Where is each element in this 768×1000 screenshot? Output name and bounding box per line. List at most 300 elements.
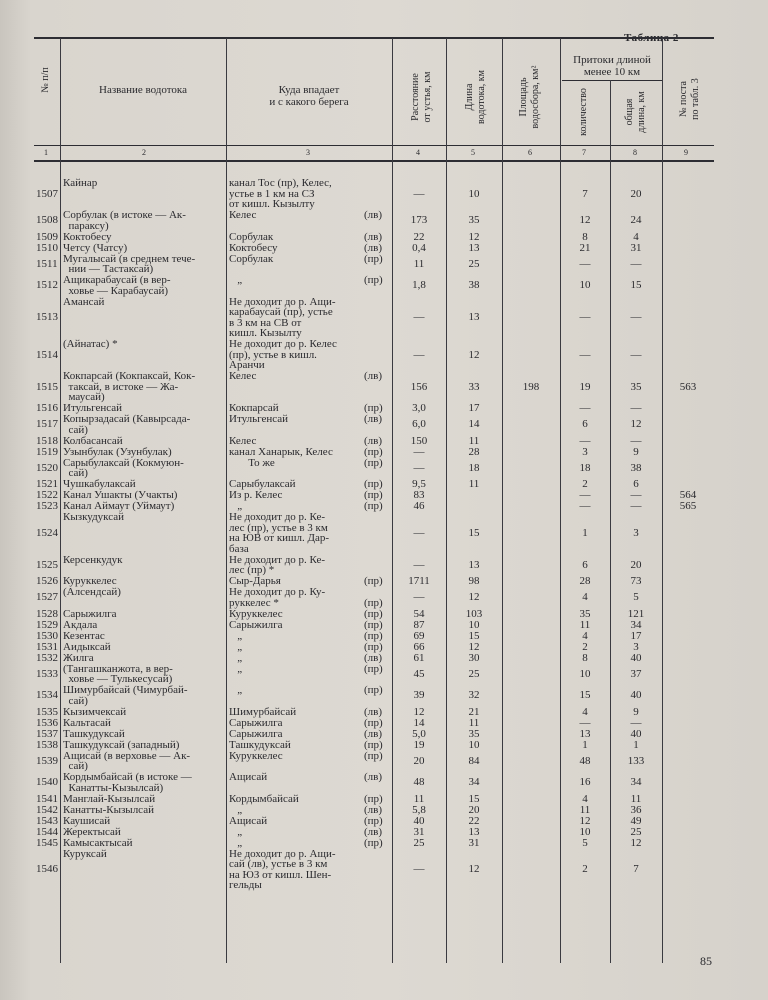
bank-side: (пр) <box>364 252 383 265</box>
bank-side: (лв) <box>364 727 383 740</box>
value-len: 25 <box>468 257 480 270</box>
bank-side: (пр) <box>364 684 383 696</box>
value-dist: 40 <box>413 814 425 827</box>
value-cnt: 4 <box>582 705 588 718</box>
river-name: Коктобесу <box>63 230 112 243</box>
value-len: 84 <box>468 754 480 767</box>
mouth-into: Из р. Келес <box>229 489 283 501</box>
value-len: 13 <box>468 825 480 838</box>
value-cnt: 8 <box>582 651 588 664</box>
header-group-line1: Притоки длиной <box>573 54 651 66</box>
bank-side: (лв) <box>364 434 383 447</box>
row-number: 1507 <box>36 187 58 200</box>
col-line-4 <box>446 38 447 963</box>
river-name: Ташкудуксай <box>63 727 125 740</box>
bank-side: (лв) <box>364 209 383 221</box>
value-len: 15 <box>468 792 480 805</box>
value-dist: 150 <box>410 434 428 447</box>
value-tot: 1 <box>633 738 639 751</box>
value-len: 18 <box>468 461 480 474</box>
value-dist: — <box>413 863 425 876</box>
bank-side: (пр) <box>364 738 383 751</box>
row-number: 1546 <box>36 863 58 876</box>
value-len: 12 <box>468 640 480 653</box>
row-number: 1513 <box>36 311 58 324</box>
mouth-into: Кокпарсай <box>229 402 279 414</box>
mouth-into: Сыр-Дарья <box>229 575 281 587</box>
river-name: Итульгенсай <box>63 402 123 414</box>
bank-side: (лв) <box>364 705 383 718</box>
column-number-9: 9 <box>684 148 688 157</box>
row-number: 1541 <box>36 792 58 805</box>
bank-side: (пр) <box>364 489 383 501</box>
value-dist: 25 <box>413 836 425 849</box>
river-name: Узынбулак (Узунбулак) <box>63 445 172 458</box>
page-number: 85 <box>700 954 712 968</box>
value-tot: 20 <box>630 558 642 571</box>
value-len: 31 <box>468 836 480 849</box>
value-tot: — <box>630 716 642 729</box>
value-cnt: — <box>579 716 591 729</box>
value-len: 21 <box>468 705 480 718</box>
bank-side: (пр) <box>364 640 383 653</box>
header-top-rule <box>34 37 714 39</box>
river-name: (Тангашканжота, в вер- ховье — Тулькесусай) <box>63 662 173 685</box>
river-name: Сарыжилга <box>63 607 117 620</box>
bank-side: (лв) <box>364 803 383 816</box>
value-tot: 40 <box>630 651 642 664</box>
header-col5-line2: водотока, км <box>476 70 487 124</box>
value-tot: 6 <box>633 478 639 490</box>
value-dist: 39 <box>413 689 425 702</box>
value-len: 22 <box>468 814 480 827</box>
river-name: Кайнар <box>63 177 98 189</box>
row-number: 1523 <box>36 500 58 512</box>
river-name: Сорбулак (в истоке — Ак- параксу) <box>63 209 186 232</box>
row-number: 1519 <box>36 445 58 458</box>
value-dist: — <box>413 348 425 361</box>
column-number-1: 1 <box>44 148 48 157</box>
bank-side: (пр) <box>364 478 383 490</box>
value-cnt: — <box>579 489 591 501</box>
value-cnt: — <box>579 348 591 361</box>
value-len: 32 <box>468 689 480 702</box>
header-col-numbers-rule <box>34 145 714 146</box>
value-len: 12 <box>468 348 480 361</box>
river-name: Сарыбулаксай (Кокмуюн- сай) <box>63 456 184 479</box>
value-len: 11 <box>468 716 480 729</box>
mouth-into: Ащисай <box>229 814 268 827</box>
col-line-8 <box>662 38 663 963</box>
value-dist: 1711 <box>408 575 430 587</box>
bank-side: (лв) <box>364 230 383 243</box>
river-name: Копырзадасай (Кавырсада- сай) <box>63 413 191 436</box>
river-name: Кызимчексай <box>63 705 127 718</box>
value-len: 25 <box>468 667 480 680</box>
value-area: 198 <box>522 380 540 393</box>
bank-side: (пр) <box>364 575 383 587</box>
river-name: Мугалысай (в среднем тече- нии — Тастаксай) <box>63 252 196 275</box>
column-number-7: 7 <box>582 148 586 157</box>
row-number: 1531 <box>36 640 58 653</box>
value-dist: 45 <box>413 667 425 680</box>
row-number: 1530 <box>36 629 58 642</box>
river-name: Кордымбайсай (в истоке — Канатты-Кызылсай) <box>63 771 192 794</box>
value-dist: 9,5 <box>412 478 426 490</box>
bank-side: (пр) <box>364 836 383 849</box>
header-col4-line2: от устья, км <box>422 71 433 123</box>
value-tot: 40 <box>630 727 642 740</box>
value-tot: — <box>630 402 642 414</box>
mouth-into: Келес <box>229 434 257 447</box>
value-dist: 31 <box>413 825 425 838</box>
value-dist: 20 <box>413 754 425 767</box>
value-tot: 7 <box>633 863 639 876</box>
value-len: 10 <box>468 618 480 631</box>
mouth-into: Итульгенсай <box>229 413 289 425</box>
river-name: Кезентас <box>63 629 105 642</box>
bank-side: (пр) <box>364 814 383 827</box>
bank-side: (лв) <box>364 651 383 664</box>
value-len: 13 <box>468 241 480 254</box>
mouth-into: Не доходит до р. Ке- лес (пр) * <box>229 553 326 576</box>
mouth-into: „ <box>229 684 243 696</box>
river-name: Каушисай <box>63 814 111 827</box>
value-cnt: 48 <box>579 754 591 767</box>
value-len: 12 <box>468 230 480 243</box>
row-number: 1516 <box>36 402 58 414</box>
mouth-into: То же <box>229 456 275 469</box>
value-dist: 3,0 <box>412 402 426 414</box>
column-number-4: 4 <box>416 148 420 157</box>
value-dist: 48 <box>413 776 425 789</box>
value-dist: 61 <box>413 651 425 664</box>
value-tot: 25 <box>630 825 642 838</box>
bank-side: (пр) <box>364 716 383 729</box>
value-tot: 49 <box>630 814 642 827</box>
bank-side: (пр) <box>364 456 383 469</box>
row-number: 1514 <box>36 348 58 361</box>
value-len: 103 <box>465 607 483 620</box>
river-name: Канатты-Кызылсай <box>63 803 154 816</box>
value-tot: 4 <box>633 230 639 243</box>
river-name: (Айнатас) * <box>63 338 118 350</box>
river-name: Жилга <box>63 651 94 664</box>
bank-side: (пр) <box>364 749 383 762</box>
value-tot: — <box>630 257 642 270</box>
value-cnt: — <box>579 257 591 270</box>
row-number: 1535 <box>36 705 58 718</box>
value-tot: 9 <box>633 705 639 718</box>
col-line-2 <box>226 38 227 963</box>
value-dist: 87 <box>413 618 425 631</box>
value-dist: 0,4 <box>412 241 426 254</box>
header-col7: количество <box>578 88 589 136</box>
row-number: 1532 <box>36 651 58 664</box>
value-dist: — <box>413 461 425 474</box>
value-len: 12 <box>468 863 480 876</box>
river-name: Колбасансай <box>63 434 123 447</box>
row-number: 1524 <box>36 526 58 539</box>
value-tot: 12 <box>630 418 642 431</box>
value-cnt: 6 <box>582 558 588 571</box>
value-dist: — <box>413 526 425 539</box>
river-name: Керсенкудук <box>63 553 123 566</box>
row-number: 1542 <box>36 803 58 816</box>
mouth-into: Куруккелес <box>229 749 283 762</box>
header-col9-line2: по табл. 3 <box>690 78 701 120</box>
row-number: 1526 <box>36 575 58 587</box>
value-tot: 5 <box>633 591 639 604</box>
value-cnt: 35 <box>579 607 591 620</box>
row-number: 1545 <box>36 836 58 849</box>
value-dist: — <box>413 591 425 604</box>
value-tot: 133 <box>627 754 645 767</box>
col-line-5 <box>502 38 503 963</box>
value-len: 13 <box>468 311 480 324</box>
value-dist: 11 <box>413 792 425 805</box>
row-number: 1543 <box>36 814 58 827</box>
value-len: 10 <box>468 187 480 200</box>
bank-side: (пр) <box>364 274 383 286</box>
mouth-into: канал Тос (пр), Келес, устье в 1 км на СЗ от кишл. Кызылту <box>229 177 332 210</box>
value-cnt: 15 <box>579 689 591 702</box>
mouth-into: Не доходит до р. Ащи- сай (лв), устье в 3 км на ЮЗ от кишл. Шен- гельды <box>229 847 336 891</box>
value-cnt: 4 <box>582 792 588 805</box>
river-name: Куруккелес <box>63 575 117 587</box>
value-tot: 36 <box>630 803 642 816</box>
header-col6-line2: водосбора, км² <box>530 65 541 129</box>
col-line-7 <box>610 80 611 963</box>
value-dist: 69 <box>413 629 425 642</box>
value-cnt: 11 <box>579 618 591 631</box>
mouth-into: „ <box>229 651 243 664</box>
river-name: Жеректысай <box>63 825 121 838</box>
col-line-6 <box>560 38 561 963</box>
value-dist: 54 <box>413 607 425 620</box>
column-number-5: 5 <box>471 148 475 157</box>
mouth-into: Ащисай <box>229 771 268 783</box>
value-dist: 19 <box>413 738 425 751</box>
bank-side: (пр) <box>364 445 383 458</box>
value-len: 33 <box>468 380 480 393</box>
header-col8-line1: общая <box>624 98 635 126</box>
header-bottom-rule <box>34 160 714 162</box>
value-tot: 34 <box>630 776 642 789</box>
value-dist: 83 <box>413 489 425 501</box>
value-tot: 38 <box>630 461 642 474</box>
river-name: Ащикарабаусай (в вер- ховье — Карабаусай) <box>63 274 171 297</box>
row-number: 1529 <box>36 618 58 631</box>
river-name: Акдала <box>63 618 98 631</box>
value-dist: — <box>413 445 425 458</box>
value-cnt: 10 <box>579 279 591 292</box>
row-number: 1533 <box>36 667 58 680</box>
row-number: 1539 <box>36 754 58 767</box>
river-name: Куруксай <box>63 847 107 860</box>
value-cnt: 3 <box>582 445 588 458</box>
value-post: 565 <box>679 500 697 512</box>
mouth-into: Сарыжилга <box>229 716 283 729</box>
bank-side: (пр) <box>364 402 383 414</box>
bank-side: (лв) <box>364 370 383 382</box>
mouth-into: Не доходит до р. Ку- руккелес * <box>229 586 326 609</box>
river-name: Кокпарсай (Кокпаксай, Кок- таксай, в истоке — Жа- маусай) <box>63 370 196 403</box>
value-dist: 6,0 <box>412 418 426 431</box>
value-cnt: 12 <box>579 814 591 827</box>
value-tot: 121 <box>627 607 645 620</box>
value-len: 14 <box>468 418 480 431</box>
value-tot: 34 <box>630 618 642 631</box>
river-name: Ащисай (в верховье — Ак- сай) <box>63 749 191 772</box>
value-cnt: — <box>579 402 591 414</box>
bank-side: (пр) <box>364 500 383 512</box>
value-len: 17 <box>468 402 480 414</box>
river-name: Манглай-Кызылсай <box>63 792 156 805</box>
row-number: 1508 <box>36 214 58 227</box>
group-header-rule <box>562 80 662 81</box>
value-cnt: 11 <box>579 803 591 816</box>
column-number-2: 2 <box>142 148 146 157</box>
header-col3-line1: Куда впадает <box>278 84 340 96</box>
value-len: 11 <box>468 434 480 447</box>
value-tot: 9 <box>633 445 639 458</box>
value-dist: 22 <box>413 230 425 243</box>
value-dist: 5,0 <box>412 727 426 740</box>
header-col4-line1: Расстояние <box>410 73 421 121</box>
value-tot: — <box>630 500 642 512</box>
value-len: 38 <box>468 279 480 292</box>
value-len: 35 <box>468 214 480 227</box>
value-len: 15 <box>468 629 480 642</box>
mouth-into: Коктобесу <box>229 241 278 254</box>
value-tot: 40 <box>630 689 642 702</box>
col-line-1 <box>60 38 61 963</box>
row-number: 1509 <box>36 230 58 243</box>
value-cnt: 21 <box>579 241 591 254</box>
mouth-into: Куруккелес <box>229 607 283 620</box>
value-dist: 66 <box>413 640 425 653</box>
value-post: 564 <box>679 489 697 501</box>
value-len: 10 <box>468 738 480 751</box>
mouth-into: „ <box>229 274 243 286</box>
mouth-into: канал Ханарык, Келес <box>229 445 333 458</box>
header-col2: Название водотока <box>99 84 187 96</box>
value-cnt: 10 <box>579 825 591 838</box>
row-number: 1537 <box>36 727 58 740</box>
header-col8-line2: длина, км <box>636 91 647 133</box>
row-number: 1538 <box>36 738 58 751</box>
value-len: 98 <box>468 575 480 587</box>
value-tot: 12 <box>630 836 642 849</box>
value-len: 28 <box>468 445 480 458</box>
mouth-into: „ <box>229 803 243 816</box>
river-name: Амансай <box>63 295 105 308</box>
river-name: Четсу (Чатсу) <box>63 241 128 254</box>
bank-side: (лв) <box>364 413 383 425</box>
col-line-3 <box>392 38 393 963</box>
value-len: 13 <box>468 558 480 571</box>
row-number: 1512 <box>36 279 58 292</box>
mouth-into: „ <box>229 629 243 642</box>
row-number: 1525 <box>36 558 58 571</box>
header-col6-line1: Площадь <box>518 77 529 117</box>
value-tot: — <box>630 434 642 447</box>
mouth-into: Сорбулак <box>229 252 274 265</box>
value-len: 11 <box>468 478 480 490</box>
row-number: 1522 <box>36 489 58 501</box>
row-number: 1510 <box>36 241 58 254</box>
mouth-into: Келес <box>229 370 257 382</box>
value-dist: 46 <box>413 500 425 512</box>
value-cnt: 2 <box>582 640 588 653</box>
value-cnt: 1 <box>582 526 588 539</box>
river-name: Кальтасай <box>63 716 111 729</box>
value-cnt: 12 <box>579 214 591 227</box>
row-number: 1515 <box>36 380 58 393</box>
value-cnt: 10 <box>579 667 591 680</box>
value-tot: 3 <box>633 526 639 539</box>
header-col3-line2: и с какого берега <box>269 96 349 108</box>
value-dist: — <box>413 558 425 571</box>
value-dist: 5,8 <box>412 803 426 816</box>
header-col1: № п/п <box>40 67 51 93</box>
value-cnt: 18 <box>579 461 591 474</box>
value-tot: 15 <box>630 279 642 292</box>
value-cnt: 19 <box>579 380 591 393</box>
mouth-into: „ <box>229 836 243 849</box>
row-number: 1536 <box>36 716 58 729</box>
river-name: Канал Аймаут (Уймаут) <box>63 500 175 512</box>
bank-side: (лв) <box>364 241 383 254</box>
value-tot: — <box>630 348 642 361</box>
value-tot: — <box>630 311 642 324</box>
value-cnt: 2 <box>582 863 588 876</box>
row-number: 1528 <box>36 607 58 620</box>
bank-side: (пр) <box>364 792 383 805</box>
river-name: Шимурбайсай (Чимурбай- сай) <box>63 684 188 707</box>
mouth-into: Не доходит до р. Ащи- карабаусай (пр), устье в 3 км на СВ от кишл. Кызылту <box>229 295 336 339</box>
value-cnt: 13 <box>579 727 591 740</box>
value-cnt: 1 <box>582 738 588 751</box>
river-name: Аидыксай <box>63 640 111 653</box>
value-len: 34 <box>468 776 480 789</box>
column-number-3: 3 <box>306 148 310 157</box>
value-cnt: 7 <box>582 187 588 200</box>
value-len: 20 <box>468 803 480 816</box>
value-cnt: — <box>579 311 591 324</box>
value-cnt: 28 <box>579 575 591 587</box>
value-tot: 11 <box>630 792 642 805</box>
value-cnt: — <box>579 434 591 447</box>
value-tot: 37 <box>630 667 642 680</box>
mouth-into: Не доходит до р. Ке- лес (пр), устье в 3 км на ЮВ от кишл. Дар- база <box>229 511 330 555</box>
value-len: 12 <box>468 591 480 604</box>
value-dist: 12 <box>413 705 425 718</box>
value-cnt: 8 <box>582 230 588 243</box>
value-dist: 173 <box>410 214 428 227</box>
value-cnt: 4 <box>582 629 588 642</box>
row-number: 1527 <box>36 591 58 604</box>
bank-side: (пр) <box>364 662 383 675</box>
value-dist: 14 <box>413 716 425 729</box>
value-tot: 31 <box>630 241 642 254</box>
value-len: 35 <box>468 727 480 740</box>
value-tot: — <box>630 489 642 501</box>
column-number-6: 6 <box>528 148 532 157</box>
value-cnt: 2 <box>582 478 588 490</box>
mouth-into: „ <box>229 640 243 653</box>
